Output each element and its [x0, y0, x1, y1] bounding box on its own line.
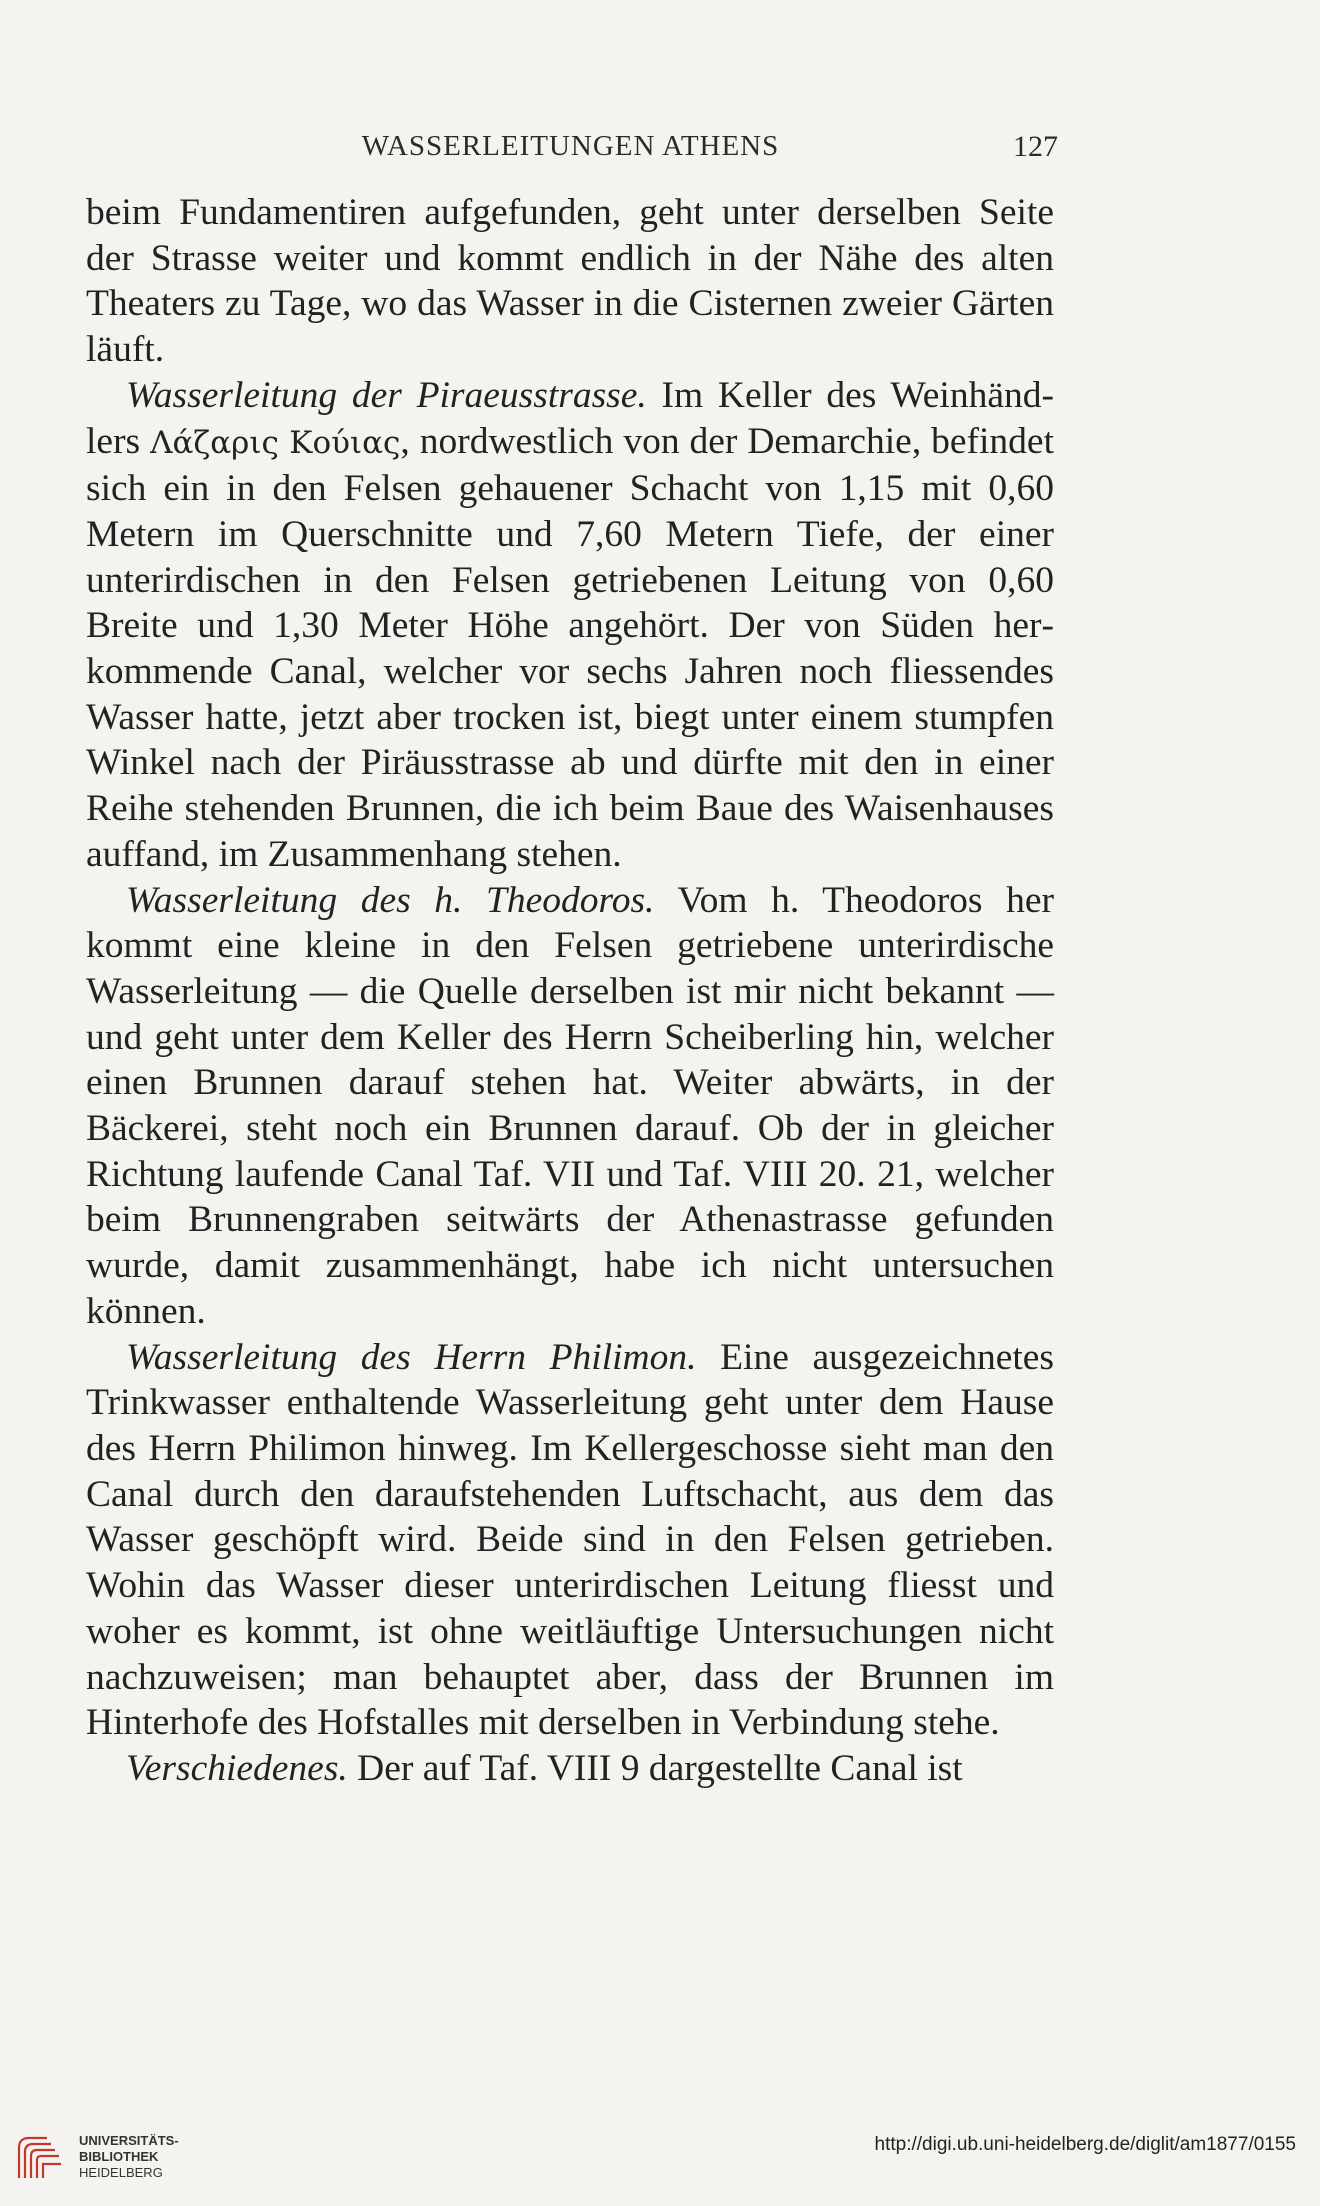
library-name-line: HEIDELBERG — [79, 2165, 163, 2180]
paragraph-theodoros — [86, 878, 1054, 1335]
paragraph-text: Vom h. Theodoros her kommt eine kleine in den Felsen getriebene unterirdische Wasserleitung — die Quelle derselben ist mir nicht bekannt — und geht unter dem Keller des Herrn Scheiberling hin, welcher einen Brunnen darauf stehen hat. Weiter abwärts, in der Bäckerei, steht noch ein Brunnen darauf. Ob der in gleicher Richtung laufende Canal Taf. VII und Taf. VIII 20. 21, welcher beim Brunnengraben seitwärts der Athenastrasse gefunden wurde, damit zusammenhängt, habe ich nicht untersuchen können. — [86, 879, 1055, 1332]
page-number: 127 — [1013, 130, 1058, 163]
library-name-line: UNIVERSITÄTS- — [79, 2133, 179, 2148]
paragraph-text: Eine ausgezeichnetes Trinkwasser enthaltende Wasserleitung geht unter dem Hause des Herrn Philimon hinweg. Im Kellergeschosse sieht man den Canal durch den daraufstehenden Luftschacht, aus dem das Wasser geschöpft wird. Beide sind in den Felsen getrieben. Wohin das Wasser dieser unterirdischen Leitung fliesst und woher es kommt, ist ohne weitläuftige Untersuchungen nicht nachzuweisen; man behauptet aber, dass der Brunnen im Hinterhofe des Hofstalles mit derselben in Verbindung stehe. — [86, 1336, 1054, 1744]
paragraph-piraeusstrasse — [86, 373, 1054, 878]
source-url-link[interactable]: http://digi.ub.uni-heidelberg.de/diglit/am1877/0155 — [874, 2134, 1296, 2155]
greek-name: Λάζαρις Κούιας — [150, 424, 401, 461]
running-head — [83, 130, 1058, 174]
paragraph-text: beim Fundamentiren aufgefunden, geht unter derselben Seite der Strasse weiter und kommt endlich in der Nähe des alten Theaters zu Tage, wo das Wasser in die Cisternen zweier Gärten läuft. — [86, 192, 1054, 371]
section-heading: Wasserleitung des Herrn Philimon. — [126, 1336, 697, 1378]
running-title: WASSERLEITUNGEN ATHENS — [361, 130, 780, 162]
paragraph-text: , nordwestlich von der Demarchie, befindet sich ein in den Felsen gehauener Schacht von 1,15 mit 0,60 Metern im Querschnitte und 7,60 Metern Tiefe, der einer unterirdischen in den Felsen getriebenen Leitung von 0,60 Breite und 1,30 Meter Höhe angehört. Der von Süden herkommende Canal, welcher vor sechs Jahren noch fliessendes Wasser hatte, jetzt aber trocken ist, biegt unter einem stumpfen Winkel nach der Piräusstrasse ab und dürfte mit den in einer Reihe stehenden Brunnen, die ich beim Baue des Waisenhauses auffand, im Zusammenhang stehen. — [86, 420, 1054, 875]
library-name — [79, 2133, 179, 2181]
library-logo-icon — [13, 2130, 67, 2184]
paragraph-verschiedenes — [86, 1746, 1054, 1792]
paragraph-text: Im Keller des Weinhändlers — [86, 374, 1054, 462]
paragraph-philimon — [86, 1335, 1054, 1746]
section-heading: Wasserleitung des h. Theodoros. — [126, 879, 655, 921]
section-heading: Verschiedenes. — [126, 1747, 348, 1789]
body-text — [86, 190, 1054, 1792]
footer — [0, 2120, 1320, 2206]
paragraph-continuation — [86, 190, 1054, 373]
paragraph-text: Der auf Taf. VIII 9 dargestellte Canal ist — [347, 1747, 963, 1789]
section-heading: Wasserleitung der Piraeusstrasse. — [126, 374, 647, 416]
library-name-line: BIBLIOTHEK — [79, 2149, 159, 2164]
